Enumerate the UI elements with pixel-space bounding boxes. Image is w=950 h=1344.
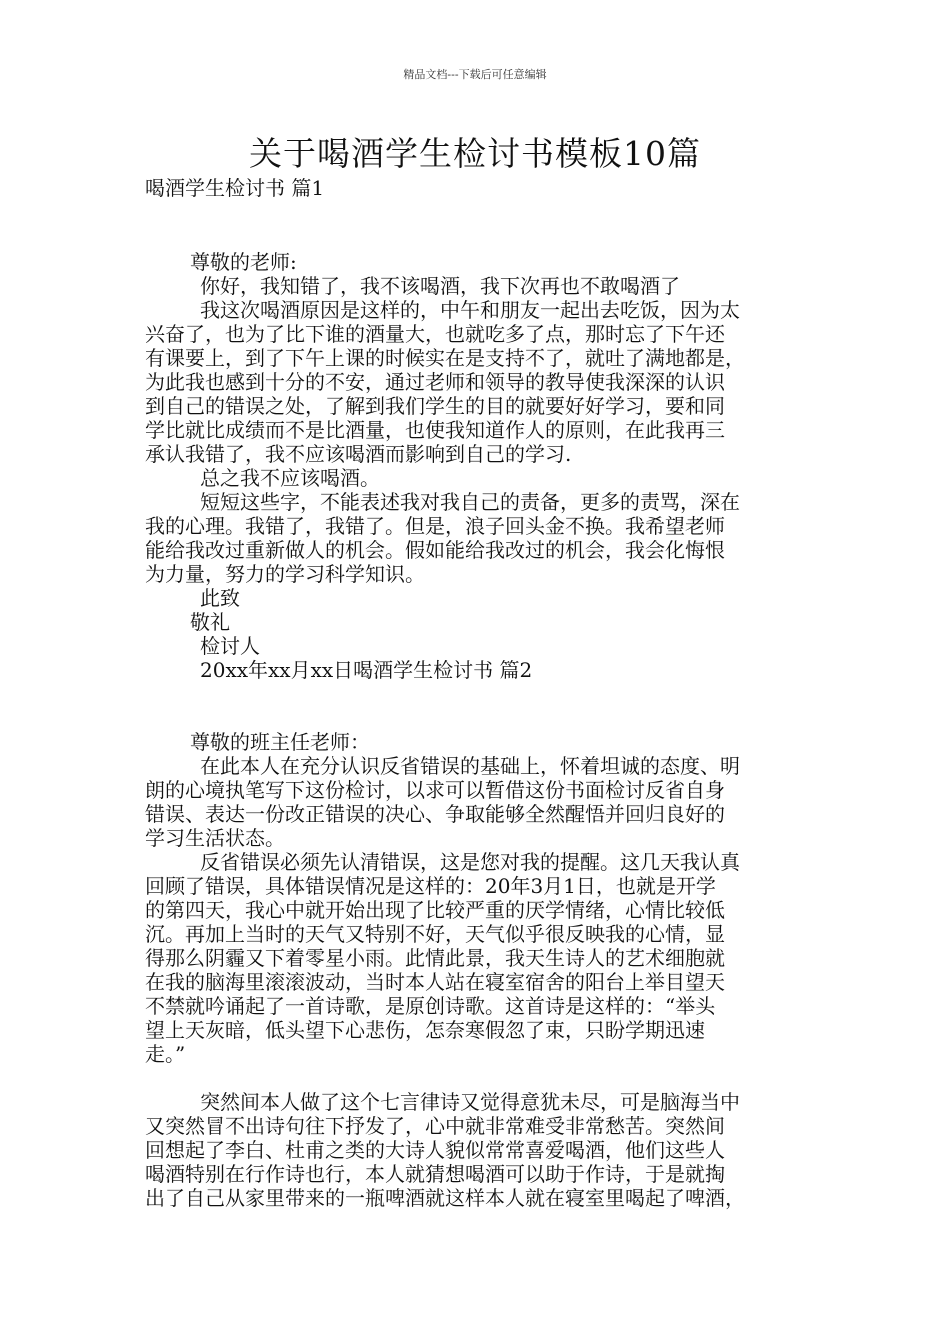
paragraph-line: 有课要上，到了下午上课的时候实在是支持不了，就吐了满地都是， [145,346,745,370]
paragraph-line: 望上天灰暗，低头望下心悲伤，怎奈寒假忽了束，只盼学期迅速 [145,1018,705,1042]
paragraph-line: 到自己的错误之处，了解到我们学生的目的就要好好学习，要和同 [145,394,725,418]
paragraph-line: 的第四天，我心中就开始出现了比较严重的厌学情绪，心情比较低 [145,898,725,922]
paragraph-line: 为此我也感到十分的不安，通过老师和领导的教导使我深深的认识 [145,370,725,394]
closing-line: 此致 [200,586,240,610]
signature-line: 检讨人 [200,634,260,658]
paragraph-line: 走。” [145,1042,186,1066]
paragraph-line: 为力量，努力的学习科学知识。 [145,562,425,586]
paragraph-line: 我这次喝酒原因是这样的，中午和朋友一起出去吃饭，因为太 [200,298,740,322]
paragraph-line: 出了自己从家里带来的一瓶啤酒就这样本人就在寝室里喝起了啤酒， [145,1186,745,1210]
closing-line: 敬礼 [190,610,230,634]
paragraph-line: 短短这些字，不能表述我对我自己的责备，更多的责骂，深在 [200,490,740,514]
paragraph-line: 朗的心境执笔写下这份检讨，以求可以暂借这份书面检讨反省自身 [145,778,725,802]
paragraph-line: 回想起了李白、杜甫之类的大诗人貌似常常喜爱喝酒，他们这些人 [145,1138,725,1162]
paragraph-line: 沉。再加上当时的天气又特别不好，天气似乎很反映我的心情，显 [145,922,725,946]
salutation: 尊敬的老师: [190,250,297,274]
document-title: 关于喝酒学生检讨书模板10篇 [249,134,701,173]
paragraph-line: 得那么阴霾又下着零星小雨。此情此景，我天生诗人的艺术细胞就 [145,946,725,970]
paragraph-line: 学比就比成绩而不是比酒量，也使我知道作人的原则，在此我再三 [145,418,725,442]
paragraph-line: 总之我不应该喝酒。 [200,466,380,490]
salutation: 尊敬的班主任老师： [190,730,370,754]
paragraph-line: 我的心理。我错了，我错了。但是，浪子回头金不换。我希望老师 [145,514,725,538]
paragraph-line: 能给我改过重新做人的机会。假如能给我改过的机会，我会化悔恨 [145,538,725,562]
paragraph-line: 在我的脑海里滚滚波动，当时本人站在寝室宿舍的阳台上举目望天 [145,970,725,994]
paragraph-line: 在此本人在充分认识反省错误的基础上，怀着坦诚的态度、明 [200,754,740,778]
paragraph-line: 错误、表达一份改正错误的决心、争取能够全然醒悟并回归良好的 [145,802,725,826]
paragraph-line: 你好，我知错了，我不该喝酒，我下次再也不敢喝酒了 [200,274,680,298]
paragraph-line: 学习生活状态。 [145,826,285,850]
paragraph-line: 回顾了错误，具体错误情况是这样的：20年3月1日，也就是开学 [145,874,716,898]
section-heading-1: 喝酒学生检讨书 篇1 [145,176,325,200]
paragraph-line: 喝酒特别在行作诗也行，本人就猜想喝酒可以助于作诗，于是就掏 [145,1162,725,1186]
paragraph-line: 兴奋了，也为了比下谁的酒量大，也就吃多了点，那时忘了下午还 [145,322,725,346]
page-header: 精品文档---下载后可任意编辑 [403,68,547,81]
paragraph-line: 反省错误必须先认清错误，这是您对我的提醒。这几天我认真 [200,850,740,874]
paragraph-line: 承认我错了，我不应该喝酒而影响到自己的学习. [145,442,572,466]
paragraph-line: 突然间本人做了这个七言律诗又觉得意犹未尽，可是脑海当中 [200,1090,740,1114]
date-and-section-heading-2: 20xx年xx月xx日喝酒学生检讨书 篇2 [200,658,533,682]
paragraph-line: 又突然冒不出诗句往下抒发了，心中就非常难受非常愁苦。突然间 [145,1114,725,1138]
paragraph-line: 不禁就吟诵起了一首诗歌，是原创诗歌。这首诗是这样的：“举头 [145,994,716,1018]
